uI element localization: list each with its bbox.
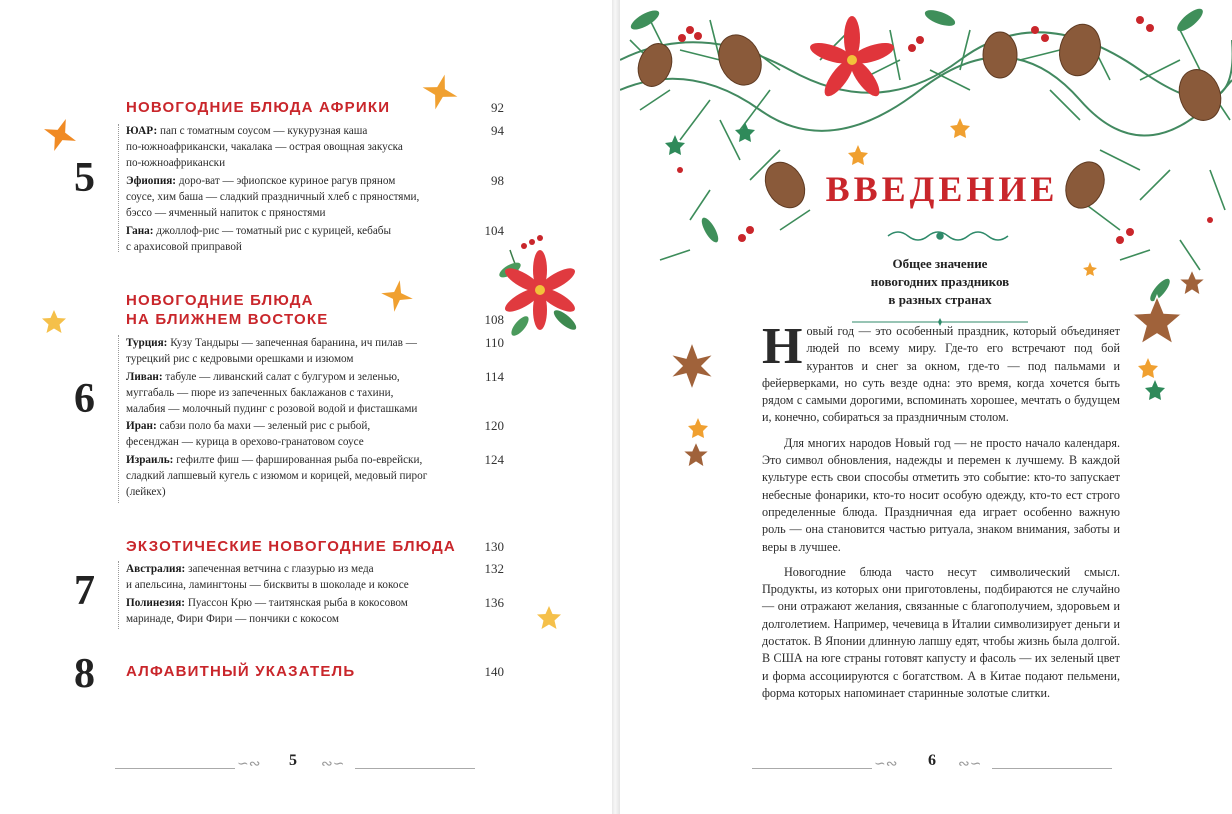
flourish-divider	[888, 232, 1008, 240]
chapter-title[interactable]: АЛФАВИТНЫЙ УКАЗАТЕЛЬ	[126, 663, 356, 680]
entry-page-number: 98	[491, 173, 504, 188]
toc-entry-ghana[interactable]: Гана: джоллоф-рис — томатный рис с курицей, кебабы с арахисовой приправой	[126, 225, 392, 253]
pinecone-icon	[1054, 20, 1106, 81]
chapter-title[interactable]: НОВОГОДНИЕ БЛЮДА АФРИКИ	[126, 99, 391, 116]
entry-page-number: 132	[484, 561, 504, 576]
flourish-icon: ∾∽	[958, 756, 982, 772]
toc-entry-australia[interactable]: Австралия: запеченная ветчина с глазурью из меда и апельсина, ламингтоны — бисквиты в шоколаде и кокосе	[126, 563, 409, 591]
chapter-number: 5	[74, 155, 95, 201]
chapter-page-number: 140	[484, 664, 504, 679]
gingerbread-cookie-icon	[670, 342, 714, 390]
footer-rule	[752, 768, 872, 769]
chapter-divider-line	[118, 561, 119, 629]
gingerbread-cookie-icon	[1132, 296, 1182, 344]
toc-entry-south-africa[interactable]: ЮАР: пап с томатным соусом — кукурузная каша по-южноафрикански, чакалака — острая овощная закуска по-южноафрикански	[126, 125, 403, 169]
page-subtitle: Общее значение новогодних праздников в разных странах	[870, 256, 1010, 307]
footer-rule	[355, 768, 475, 769]
right-page-introduction	[620, 0, 1232, 814]
chapter-title[interactable]: ЭКЗОТИЧЕСКИЕ НОВОГОДНИЕ БЛЮДА	[126, 538, 456, 555]
chapter-page-number: 92	[491, 100, 504, 115]
chapter-page-number: 108	[484, 312, 504, 327]
toc-chapter-5[interactable]	[70, 96, 510, 264]
footer-rule	[115, 768, 235, 769]
toc-entry-ethiopia[interactable]: Эфиопия: доро-ват — эфиопское куриное рагув пряном соусе, хим баша — сладкий праздничный хлеб с пряностями, бэссо — ячменный напиток с пряностями	[126, 175, 420, 219]
entry-page-number: 124	[484, 452, 504, 467]
toc-entry-lebanon[interactable]: Ливан: табуле — ливанский салат с булгуром и зеленью, муггабаль — пюре из запеченных баклажанов с тахини, малабия — молочный пудинг с розовой водой и фисташками	[126, 371, 418, 415]
left-page-contents	[0, 0, 612, 814]
toc-chapter-7[interactable]	[70, 537, 510, 637]
toc-chapter-6[interactable]	[70, 291, 510, 511]
pinecone-icon	[983, 32, 1017, 78]
entry-page-number: 104	[484, 223, 504, 238]
chapter-title[interactable]: НОВОГОДНИЕ БЛЮДА НА БЛИЖНЕМ ВОСТОКЕ	[126, 292, 329, 328]
flourish-icon: ∾∽	[321, 756, 345, 772]
star-icon	[42, 310, 66, 333]
pinecone-icon	[1172, 64, 1227, 127]
paragraph: Для многих народов Новый год — не просто начало календаря. Это символ обновления, надежды и перемен к лучшему. В каждой культуре есть свои способы отметить это событие: кто-то запускает небесные фонарики, кто-то носит особую одежду, кто-то ест строго определенные блюда. Праздничная еда играет особенно важную роль — она становится частью ритуала, знаком внимания, заботы и веры в лучшее.	[762, 435, 1120, 554]
toc-entry-turkey[interactable]: Турция: Кузу Тандыры — запеченная баранина, ич пилав — турецкий рис с кедровыми орешками и изюмом	[126, 337, 417, 365]
chapter-divider-line	[118, 124, 119, 252]
gingerbread-cookie-icon	[1179, 270, 1205, 295]
chapter-page-number: 130	[484, 539, 504, 554]
toc-entry-iran[interactable]: Иран: сабзи поло ба махи — зеленый рис с рыбой, фесенджан — курица в орехово-гранатовом соусе	[126, 420, 371, 448]
flourish-icon: ∽∾	[874, 756, 898, 772]
entry-page-number: 94	[491, 123, 504, 138]
toc-entry-polynesia[interactable]: Полинезия: Пуассон Крю — таитянская рыба в кокосовом маринаде, Фири Фири — пончики с кокосом	[126, 597, 408, 625]
page-number: 5	[289, 752, 297, 769]
toc-chapter-8[interactable]	[70, 652, 510, 696]
entry-page-number: 110	[484, 335, 504, 350]
toc-entry-israel[interactable]: Израиль: гефилте фиш — фаршированная рыба по-еврейски, сладкий лапшевый кугель с изюмом и корицей, медовый пирог (лейкех)	[126, 454, 428, 498]
chapter-divider-line	[118, 335, 119, 503]
flourish-icon: ∽∾	[237, 756, 261, 772]
page-number: 6	[928, 752, 936, 769]
entry-page-number: 114	[484, 369, 504, 384]
paragraph: Новый год — это особенный праздник, который объединяет людей по всему миру. Где-то его встречают под бой курантов и снег за окном, где-то — под пальмами и фейерверками, но суть везде одна: это время, когда хочется быть рядом с самыми дорогими, вспоминать хорошее, мечтать о будущем и, конечно, собираться за праздничным столом.	[762, 318, 1120, 425]
chapter-number: 8	[74, 651, 95, 697]
intro-body-text	[762, 318, 1120, 710]
pinecone-icon	[1059, 156, 1112, 215]
footer-rule	[992, 768, 1112, 769]
pinecone-icon	[711, 28, 769, 92]
entry-page-number: 136	[484, 595, 504, 610]
page-footer-right	[752, 752, 1112, 776]
entry-page-number: 120	[484, 418, 504, 433]
paragraph: Новогодние блюда часто несут символический смысл. Продукты, из которых они приготовлены, подбираются не случайно — они отражают желания, связанные с благополучием, здоровьем и долголетием. Например, чечевица в Италии символизирует деньги и достаток. В Японии длинную лапшу едят, чтобы жизнь была долгой. В США на юге страны готовят капусту и фасоль — их зеленый цвет и форма ассоциируются с богатством. А в Китае подают пельмени, форма которых напоминает старинные золотые слитки.	[762, 564, 1120, 700]
chapter-number: 7	[74, 568, 95, 614]
book-gutter	[612, 0, 620, 814]
drop-cap: Н	[762, 318, 803, 375]
gingerbread-cookie-icon	[683, 442, 709, 467]
chapter-number: 6	[74, 376, 95, 422]
page-footer-left	[115, 752, 475, 776]
page-title: ВВЕДЕНИЕ	[825, 169, 1059, 209]
star-icon	[537, 606, 561, 629]
